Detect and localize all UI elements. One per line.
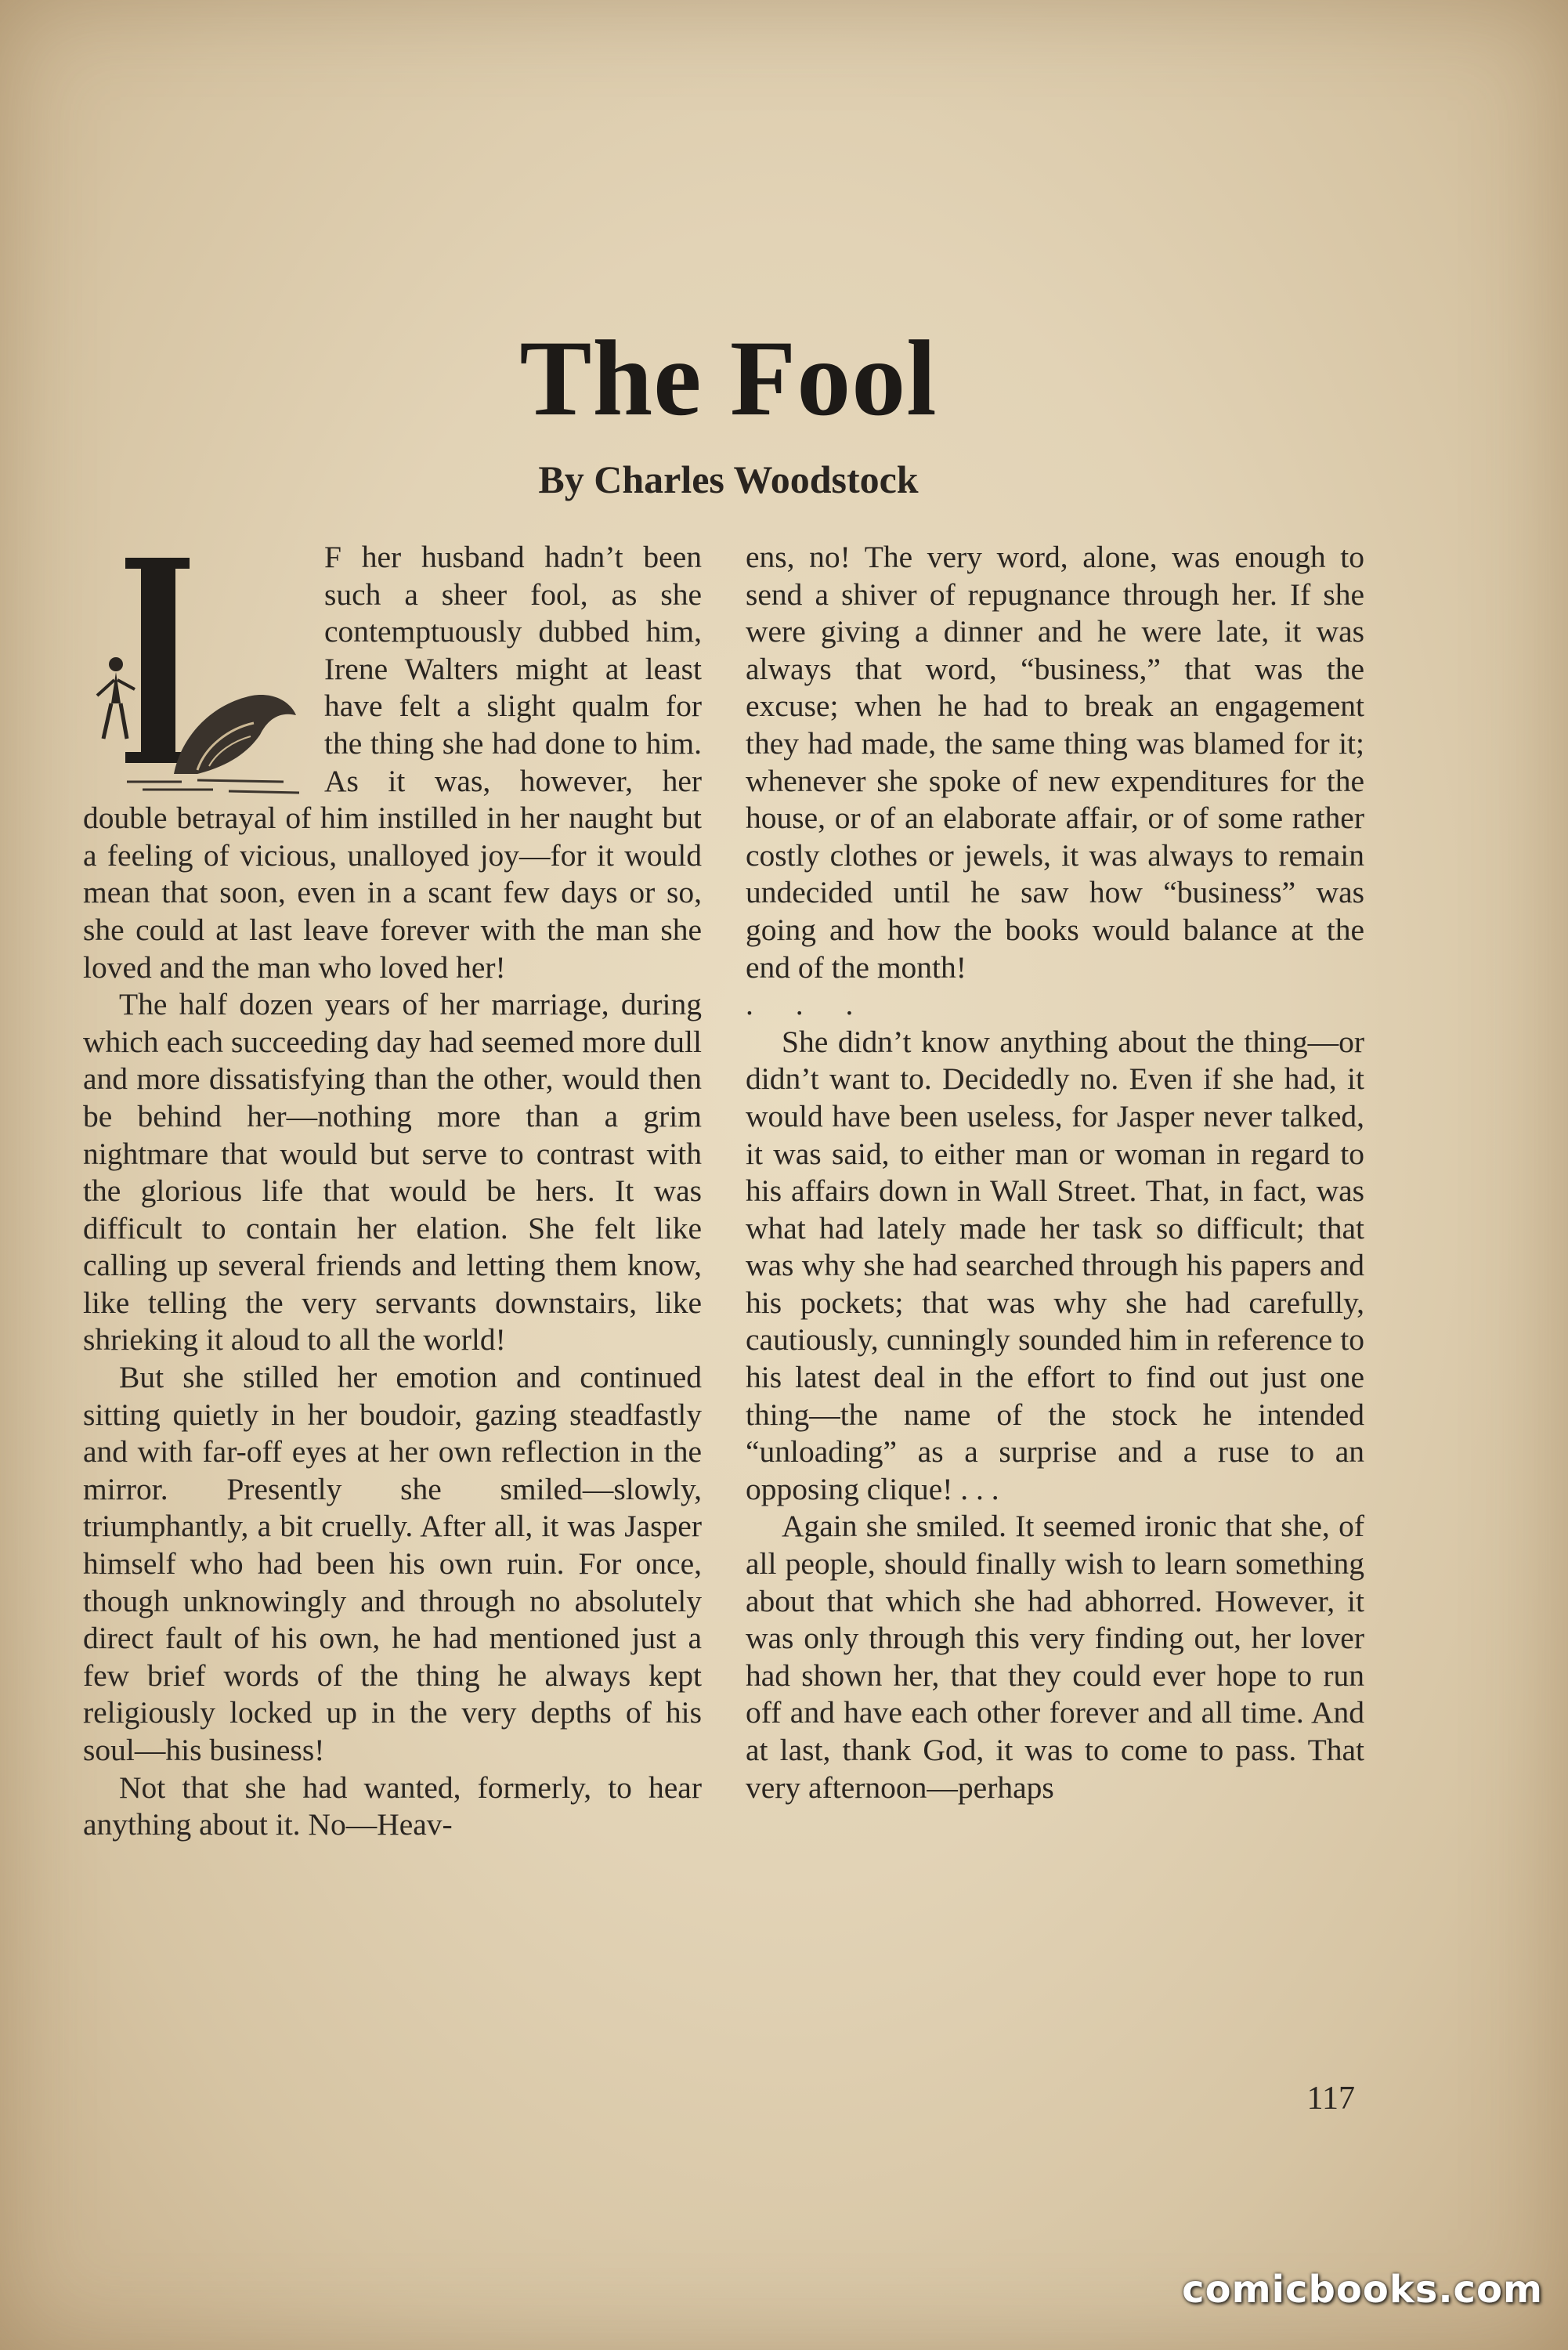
dropcap-illustration	[83, 547, 313, 796]
page-number: 117	[1306, 2081, 1355, 2117]
right-column	[746, 539, 1364, 2121]
paragraph: F her husband hadn’t been such a sheer fool, as she contemptuously dubbed him, Irene Walters might at least have felt a slight qualm for the thing she had done to him. As it was, however, her double betrayal of him instilled in her naught but a feeling of vicious, unalloyed joy—for it would mean that soon, even in a scant few days or so, she could at last leave forever with the man she loved and the man who loved her!	[83, 540, 702, 985]
illustrated-dropcap	[83, 547, 313, 796]
story-title: The Fool	[519, 318, 938, 438]
watermark-logo: comicbooks.com	[1182, 2268, 1543, 2312]
paragraph: Not that she had wanted, formerly, to hear anything about it. No—Heav-	[83, 1770, 702, 1842]
story-byline: By Charles Woodstock	[538, 457, 919, 501]
paragraph: Again she smiled. It seemed ironic that she, of all people, should finally wish to learn something about that which she had abhorred. However, it was only through this very finding out, her lover had shown her, that they could ever hope to run off and have each other forever and all time. And at last, thank God, it was to come to pass. That very afternoon—perhaps	[746, 1509, 1364, 1805]
left-column	[83, 539, 702, 2121]
section-ellipsis: . . .	[746, 987, 871, 1022]
paragraph: She didn’t know anything about the thing—or didn’t want to. Decidedly no. Even if she had, it would have been useless, for Jasper never talked, it was said, to either man or woman in regard to his affairs down in Wall Street. That, in fact, was what had lately made her task so difficult; that was why she had searched through his papers and his pockets; that was why she had carefully, cautiously, cunningly sounded him in reference to his latest deal in the effort to find out just one thing—the name of the stock he intended “unloading” as a surprise and a ruse to an opposing clique! . . .	[746, 1024, 1364, 1506]
paragraph: But she stilled her emotion and continued sitting quietly in her boudoir, gazing steadfastly and with far-off eyes at her own reflection in the mirror. Presently she smiled—slowly, triumphantly, a bit cruelly. After all, it was Jasper himself who had been his own ruin. For once, though unknowingly and through no absolutely direct fault of his own, he had mentioned just a few brief words of the thing he always kept religiously locked up in the very depths of his soul—his business!	[83, 1360, 702, 1767]
paragraph: The half dozen years of her marriage, during which each succeeding day had seemed more dull and more dissatisfying than the other, would then be behind her—nothing more than a grim nightmare that would but serve to contrast with the glorious life that would be hers. It was difficult to contain her elation. She felt like calling up several friends and letting them know, like telling the very servants downstairs, like shrieking it aloud to all the world!	[83, 987, 702, 1358]
paragraph: ens, no! The very word, alone, was enough to send a shiver of repugnance through her. If she were giving a dinner and he were late, it was always that word, “business,” that was the excuse; when he had to break an engagement they had made, the same thing was blamed for it; whenever she spoke of new expenditures for the house, or of an elaborate affair, or of some rather costly clothes or jewels, it was always to remain undecided until he saw how “business” was going and how the books would balance at the end of the month!	[746, 540, 1364, 985]
